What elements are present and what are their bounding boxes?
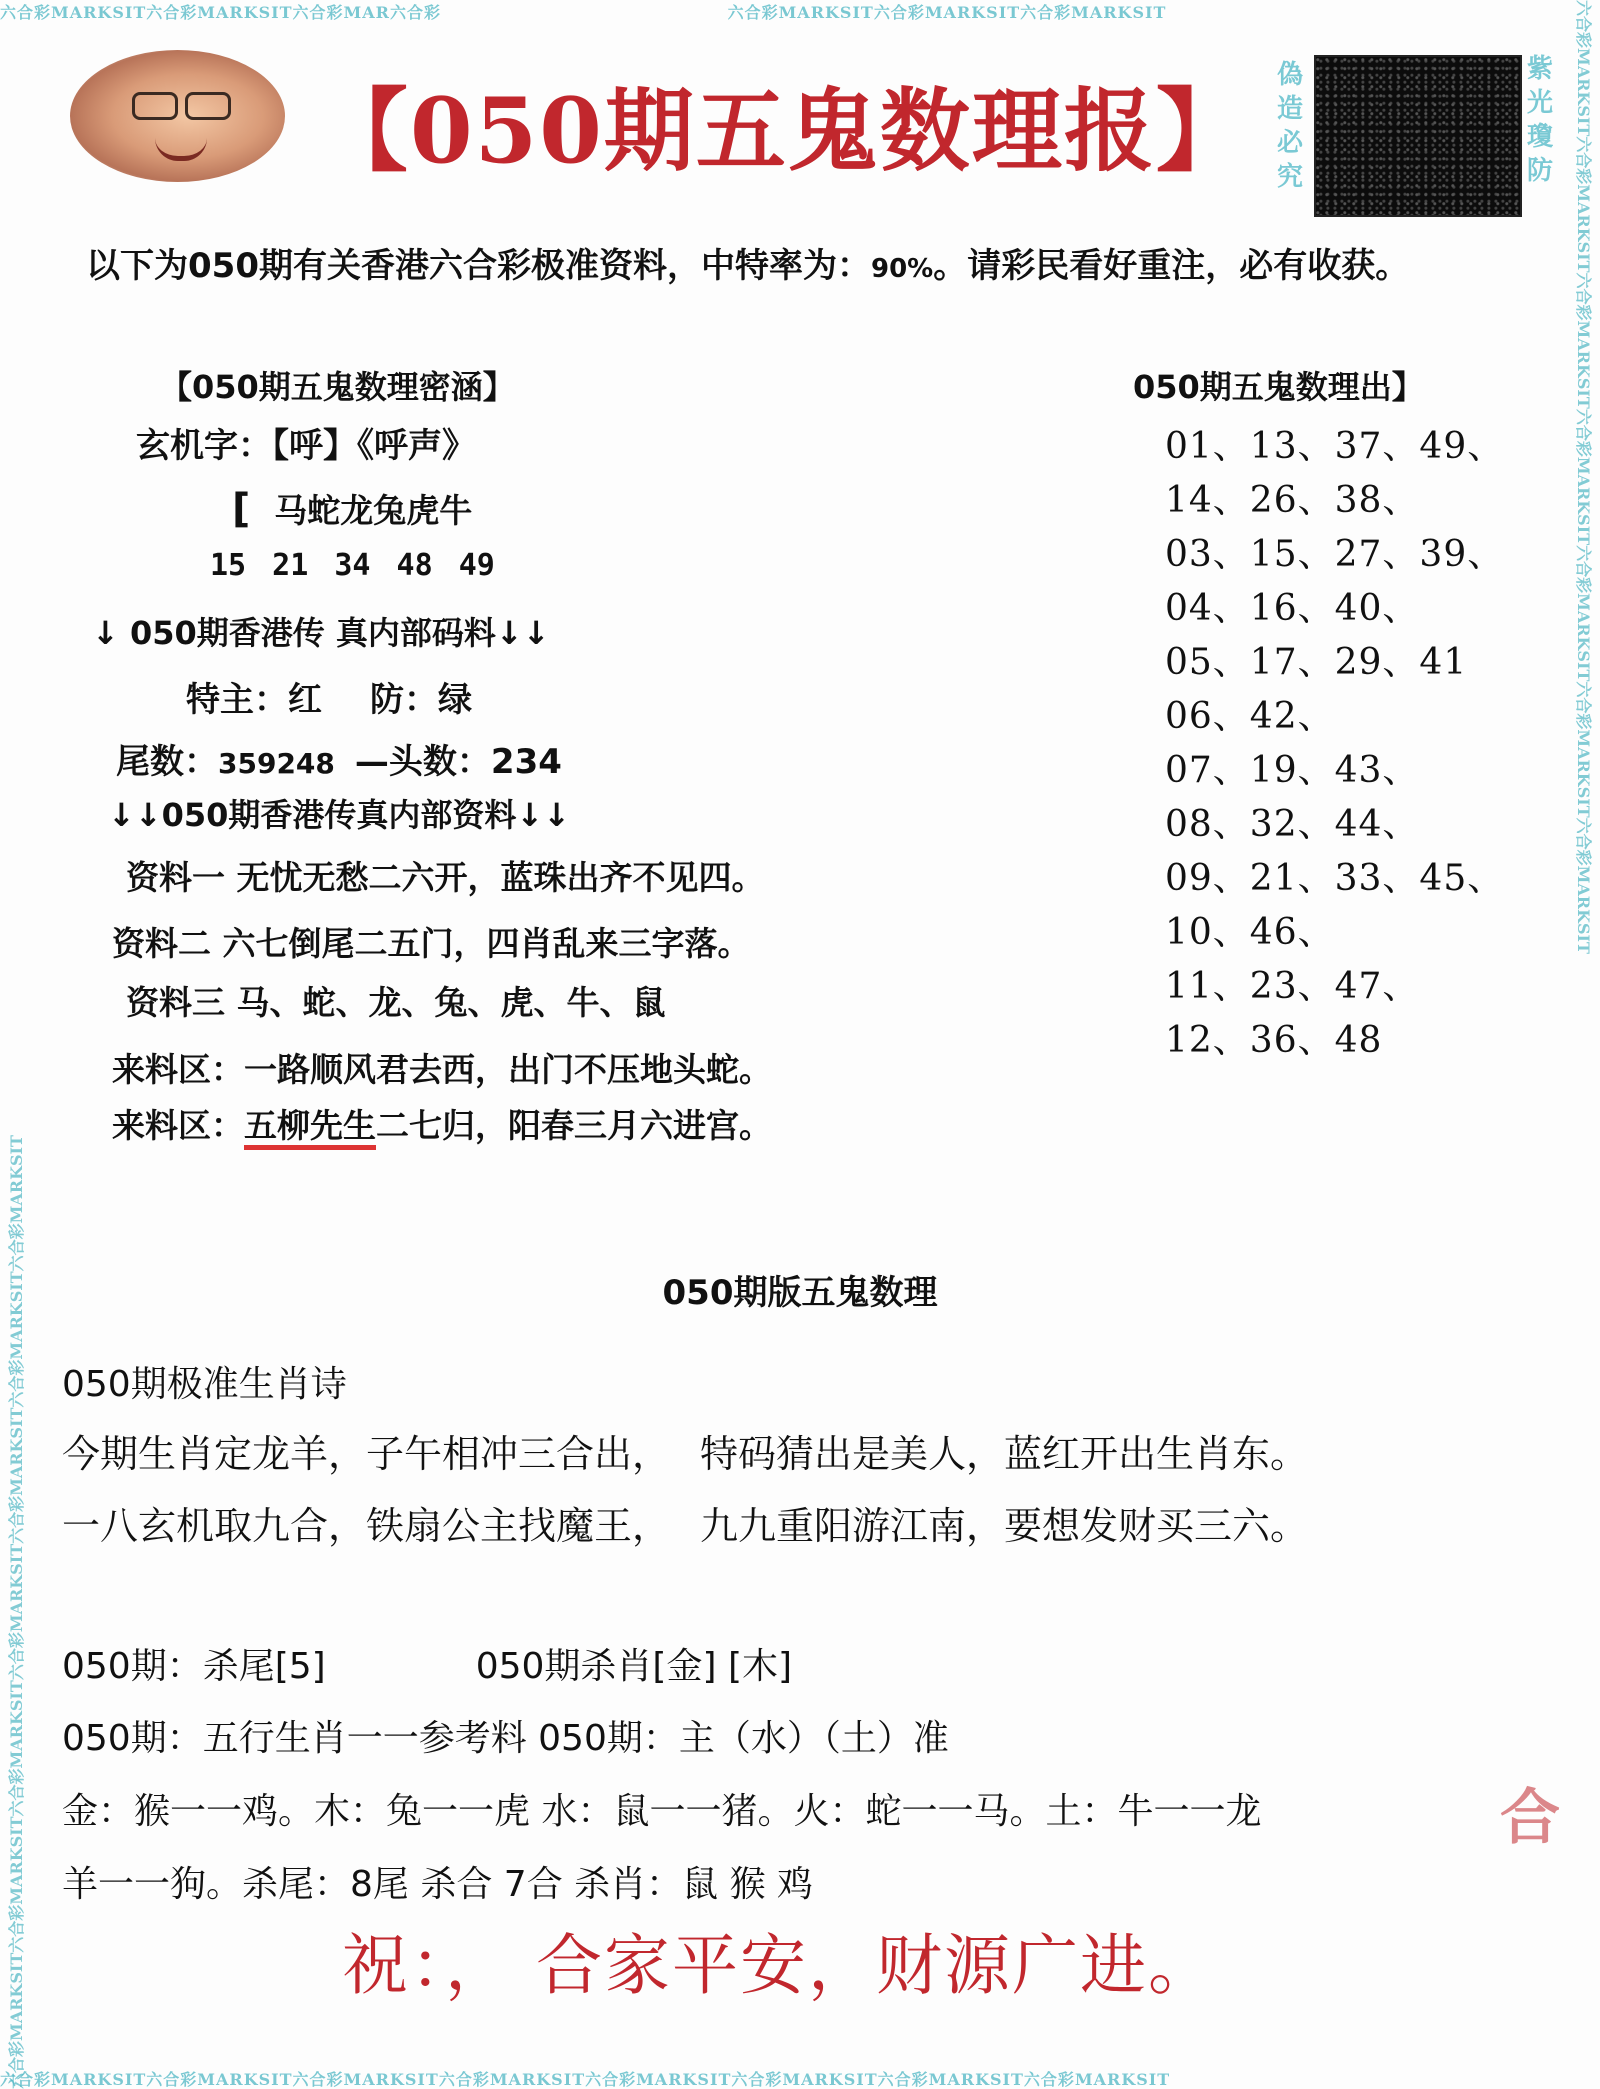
- intro-text-end: 。请彩民看好重注，必有收获。: [933, 246, 1410, 286]
- side-char: 偽: [1276, 60, 1303, 90]
- poem-line-1: [62, 1418, 1308, 1490]
- number-group-row: 10、46、: [1165, 912, 1335, 953]
- kill-line: [62, 1638, 792, 1689]
- zodiac-list: 马蛇龙兔虎牛: [274, 491, 473, 530]
- special-main: [186, 672, 472, 721]
- defense-label: 防：绿: [370, 680, 472, 720]
- page-title: 【050期五鬼数理报】: [318, 78, 1248, 184]
- poem-line-2: [62, 1490, 1308, 1562]
- glasses-left: [132, 92, 178, 120]
- poem-line-2a: 一八玄机取九合，铁扇公主找魔王，: [62, 1504, 671, 1548]
- kill-summary: 羊一一狗。杀尾：8尾 杀合 7合 杀肖：鼠 猴 鸡: [62, 1864, 814, 1905]
- top-watermark: [0, 0, 1600, 22]
- kill-zodiac: 050期杀肖[金] [木]: [475, 1646, 793, 1687]
- uv-protection-label: [1522, 52, 1558, 188]
- portrait-image: [70, 50, 285, 182]
- section-heading-code: ↓ 050期香港传 真内部码料↓↓: [92, 614, 550, 652]
- number-group-row: 11、23、47、: [1165, 966, 1420, 1007]
- side-char: 究: [1276, 162, 1303, 192]
- poem-line-2b: 九九重阳游江南，要想发财买三六。: [700, 1504, 1309, 1548]
- number-group-row: 06、42、: [1165, 696, 1335, 737]
- side-char: 瓊: [1526, 122, 1553, 152]
- left-watermark-text: 六合彩MARKSIT六合彩MARKSIT六合彩MARKSIT六合彩MARKSIT六合彩MARKSIT六合彩MARKSIT六合彩MARKSIT: [7, 1135, 26, 2089]
- section-title-secret: 【050期五鬼数理密涵】: [160, 368, 515, 406]
- anti-counterfeit-label: [1272, 58, 1308, 194]
- side-char: 造: [1276, 94, 1303, 124]
- tail-label: 尾数：: [116, 742, 218, 782]
- info-line-1: 资料一 无忧无愁二六开，蓝珠出齐不见四。: [126, 858, 765, 897]
- number-group-row: 07、19、43、: [1165, 750, 1420, 791]
- poem-line-1b: 特码猜出是美人，蓝红开出生肖东。: [700, 1432, 1309, 1476]
- bottom-watermark-text: 六合彩MARKSIT六合彩MARKSIT六合彩MARKSIT六合彩MARKSIT六合彩MARKSIT六合彩MARKSIT六合彩MARKSIT六合彩MARKSIT: [0, 2070, 1171, 2089]
- mystery-word: 玄机字：【呼】《呼声》: [136, 426, 476, 466]
- top-watermark-left: 六合彩MARKSIT六合彩MARKSIT六合彩MAR六合彩: [0, 3, 441, 22]
- source-label: 来料区：: [112, 1106, 244, 1145]
- five-elements-line: 050期：五行生肖一一参考料 050期：主（水）（土）准: [62, 1718, 949, 1759]
- number-list: 15 21 34 48 49: [210, 548, 495, 583]
- source-line-2: [112, 1100, 772, 1147]
- underlined-phrase: 五柳先生: [244, 1106, 376, 1150]
- glasses-right: [185, 92, 231, 120]
- info-line-3: 资料三 马、蛇、龙、兔、虎、牛、鼠: [126, 983, 666, 1022]
- hit-rate: 90%: [870, 254, 934, 284]
- number-group-row: 03、15、27、39、: [1165, 534, 1505, 575]
- source-line-1: 来料区：一路顺风君去西，出门不压地头蛇。: [112, 1050, 772, 1089]
- lower-section-title: 050期版五鬼数理: [662, 1273, 938, 1313]
- right-watermark-text: 六合彩MARKSIT六合彩MARKSIT六合彩MARKSIT六合彩MARKSIT六合彩MARKSIT六合彩MARKSIT六合彩MARKSIT: [1574, 0, 1593, 954]
- number-group-row: 14、26、38、: [1165, 480, 1420, 521]
- tail-numbers: [116, 734, 562, 783]
- kill-tail: 050期：杀尾[5]: [62, 1646, 326, 1687]
- poem-line-1a: 今期生肖定龙羊，子午相冲三合出，: [62, 1432, 671, 1476]
- number-group-row: 08、32、44、: [1165, 804, 1420, 845]
- head-numbers: —头数：234: [354, 742, 562, 782]
- zodiac-line: [232, 485, 472, 532]
- poem-title: 050期极准生肖诗: [62, 1364, 347, 1405]
- number-group-row: 05、17、29、41: [1165, 642, 1468, 683]
- red-seal-stamp: 合: [1500, 1783, 1560, 1853]
- section-heading-info: ↓↓050期香港传真内部资料↓↓: [108, 796, 571, 834]
- side-char: 防: [1526, 156, 1553, 186]
- section-title-numbers: 050期五鬼数理出】: [1133, 368, 1424, 406]
- left-watermark: [0, 0, 26, 2089]
- tail-value: 359248: [218, 747, 335, 780]
- side-char: 光: [1526, 88, 1553, 118]
- intro-text: 以下为050期有关香港六合彩极准资料，中特率为：: [86, 246, 871, 286]
- qr-code-image: [1314, 55, 1522, 217]
- smile: [155, 138, 207, 161]
- number-groups: [1165, 418, 1504, 1066]
- source-rest: 二七归，阳春三月六进宫。: [376, 1106, 772, 1145]
- number-group-row: 01、13、37、49、: [1165, 426, 1505, 467]
- bracket-mark: [: [232, 486, 251, 532]
- bottom-watermark: [0, 2067, 1600, 2089]
- elements-mapping: 金：猴一一鸡。木：兔一一虎 水：鼠一一猪。火：蛇一一马。土：牛一一龙: [62, 1791, 1262, 1832]
- side-char: 必: [1276, 128, 1303, 158]
- info-line-2: 资料二 六七倒尾二五门，四肖乱来三字落。: [112, 924, 751, 963]
- blessing-text: 祝：， 合家平安，财源广进。: [342, 1927, 1216, 2004]
- right-watermark: [1574, 0, 1600, 2089]
- special-main-label: 特主：红: [186, 680, 322, 720]
- number-group-row: 12、36、48: [1165, 1020, 1383, 1061]
- number-group-row: 09、21、33、45、: [1165, 858, 1505, 899]
- intro-paragraph: [86, 240, 1556, 295]
- side-char: 紫: [1526, 54, 1553, 84]
- zodiac-poem: [62, 1418, 1308, 1562]
- number-group-row: 04、16、40、: [1165, 588, 1420, 629]
- top-watermark-right: 六合彩MARKSIT六合彩MARKSIT六合彩MARKSIT: [727, 3, 1167, 22]
